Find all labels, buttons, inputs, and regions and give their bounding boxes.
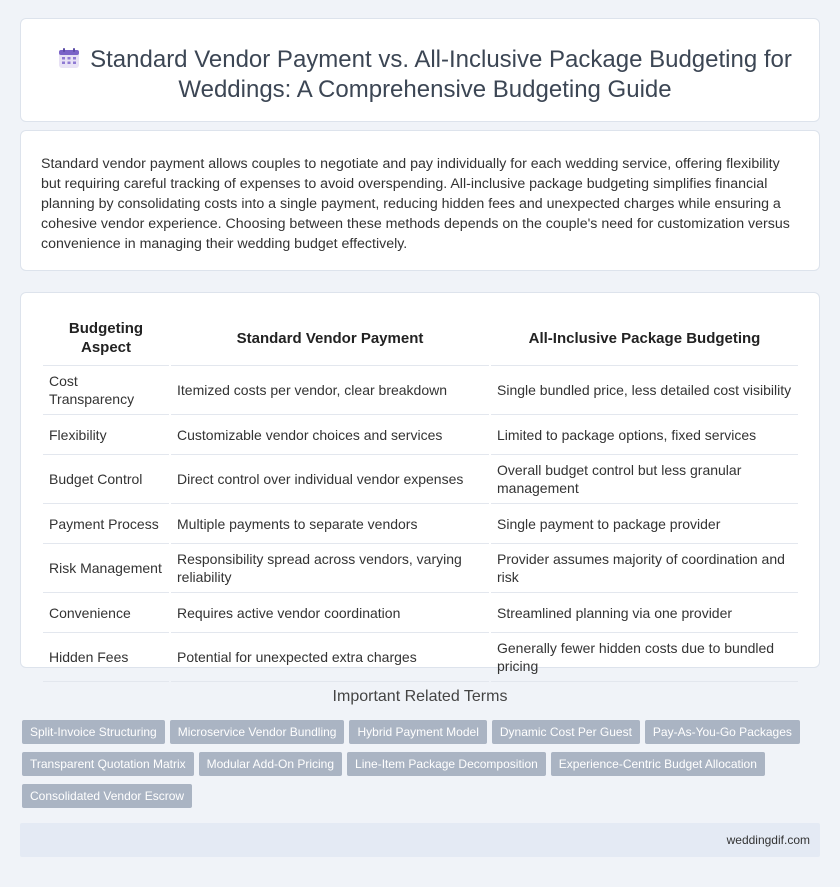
- aspect-cell: Payment Process: [43, 504, 169, 544]
- table-row: [43, 455, 798, 504]
- table-row: [43, 366, 798, 415]
- related-term-tag[interactable]: Consolidated Vendor Escrow: [22, 784, 192, 808]
- all-inclusive-cell: Single payment to package provider: [491, 504, 798, 544]
- aspect-cell: Cost Transparency: [43, 366, 169, 415]
- aspect-cell: Risk Management: [43, 544, 169, 593]
- intro-paragraph: Standard vendor payment allows couples to negotiate and pay individually for each wedding service, offering flexibility but requiring careful tracking of expenses to avoid overspending. All-inclusive package budgeting simplifies financial planning by consolidating costs into a single payment, reducing hidden fees and unexpected charges while ensuring a cohesive vendor experience. Choosing between these methods depends on the couple's need for customization versus convenience in managing their wedding budget effectively.: [41, 156, 790, 252]
- header-aspect: Budgeting Aspect: [43, 311, 169, 366]
- footer: [20, 823, 820, 857]
- all-inclusive-cell: Limited to package options, fixed services: [491, 415, 798, 455]
- title-wrap: [51, 45, 799, 105]
- all-inclusive-cell: Generally fewer hidden costs due to bundled pricing: [491, 633, 798, 682]
- related-term-tag[interactable]: Microservice Vendor Bundling: [170, 720, 345, 744]
- calendar-icon: [58, 47, 80, 69]
- related-term-tag[interactable]: Pay-As-You-Go Packages: [645, 720, 800, 744]
- related-term-tag[interactable]: Line-Item Package Decomposition: [347, 752, 546, 776]
- header-standard: Standard Vendor Payment: [171, 311, 489, 366]
- all-inclusive-cell: Streamlined planning via one provider: [491, 593, 798, 633]
- related-term-tag[interactable]: Split-Invoice Structuring: [22, 720, 165, 744]
- standard-cell: Customizable vendor choices and services: [171, 415, 489, 455]
- standard-cell: Potential for unexpected extra charges: [171, 633, 489, 682]
- standard-cell: Responsibility spread across vendors, varying reliability: [171, 544, 489, 593]
- table-header-row: [43, 311, 798, 366]
- all-inclusive-cell: Provider assumes majority of coordination and risk: [491, 544, 798, 593]
- related-terms-title: Important Related Terms: [332, 688, 508, 705]
- header-card: [20, 18, 820, 122]
- related-term-tag[interactable]: Experience-Centric Budget Allocation: [551, 752, 765, 776]
- related-term-tag[interactable]: Hybrid Payment Model: [349, 720, 486, 744]
- comparison-card: [20, 292, 820, 674]
- table-row: [43, 504, 798, 544]
- related-terms-list: [22, 720, 822, 816]
- page-title-text: Standard Vendor Payment vs. All-Inclusive Package Budgeting for Weddings: A Comprehensive Budgeting Guide: [90, 46, 792, 103]
- aspect-cell: Budget Control: [43, 455, 169, 504]
- standard-cell: Direct control over individual vendor expenses: [171, 455, 489, 504]
- standard-cell: Requires active vendor coordination: [171, 593, 489, 633]
- footer-site-link[interactable]: weddingdif.com: [726, 833, 810, 847]
- comparison-table: [41, 311, 800, 682]
- intro-card: [20, 130, 820, 271]
- aspect-cell: Flexibility: [43, 415, 169, 455]
- related-term-tag[interactable]: Dynamic Cost Per Guest: [492, 720, 640, 744]
- standard-cell: Itemized costs per vendor, clear breakdown: [171, 366, 489, 415]
- standard-cell: Multiple payments to separate vendors: [171, 504, 489, 544]
- table-row: [43, 544, 798, 593]
- table-row: [43, 415, 798, 455]
- related-term-tag[interactable]: Transparent Quotation Matrix: [22, 752, 194, 776]
- header-all-inclusive: All-Inclusive Package Budgeting: [491, 311, 798, 366]
- table-row: [43, 593, 798, 633]
- related-term-tag[interactable]: Modular Add-On Pricing: [199, 752, 342, 776]
- all-inclusive-cell: Overall budget control but less granular management: [491, 455, 798, 504]
- aspect-cell: Convenience: [43, 593, 169, 633]
- aspect-cell: Hidden Fees: [43, 633, 169, 682]
- table-row: [43, 633, 798, 682]
- all-inclusive-cell: Single bundled price, less detailed cost visibility: [491, 366, 798, 415]
- page-title: [51, 45, 799, 105]
